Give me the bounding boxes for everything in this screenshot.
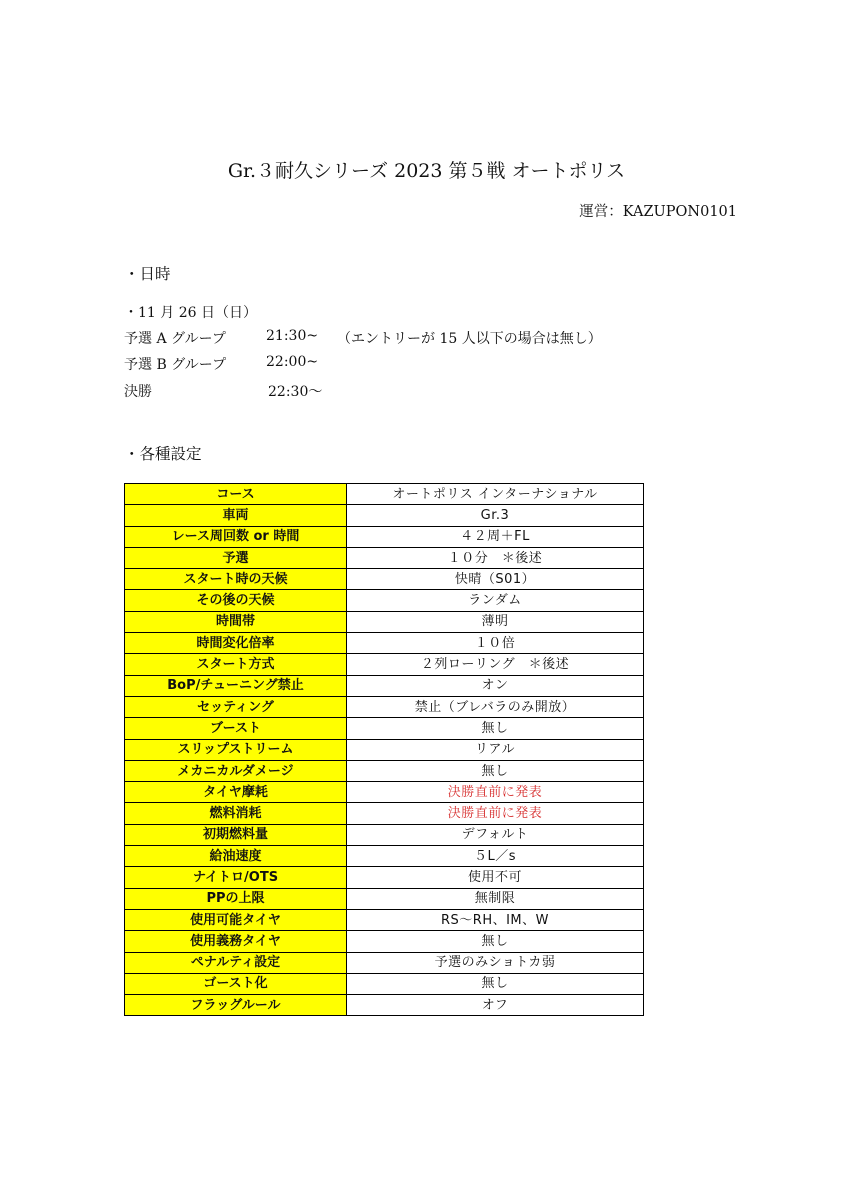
- document-title: Gr.３耐久シリーズ 2023 第５戦 オートポリス: [227, 160, 626, 182]
- setting-name: 燃料消耗: [125, 803, 347, 824]
- setting-name: ブースト: [125, 718, 347, 739]
- setting-name: スリップストリーム: [125, 739, 347, 760]
- setting-name: 給油速度: [125, 846, 347, 867]
- setting-name: 初期燃料量: [125, 824, 347, 845]
- setting-name: ペナルティ設定: [125, 952, 347, 973]
- settings-row: [125, 654, 644, 675]
- setting-value: ２列ローリング ＊後述: [347, 654, 644, 675]
- setting-name: セッティング: [125, 696, 347, 717]
- setting-value: 決勝直前に発表: [347, 803, 644, 824]
- setting-value: １０分 ＊後述: [347, 547, 644, 568]
- setting-value: RS～RH、IM、W: [347, 909, 644, 930]
- settings-table-body: [125, 484, 644, 1016]
- setting-name: 使用可能タイヤ: [125, 909, 347, 930]
- setting-value: オン: [347, 675, 644, 696]
- setting-name: ナイトロ/OTS: [125, 867, 347, 888]
- settings-row: [125, 547, 644, 568]
- settings-row: [125, 931, 644, 952]
- settings-row: [125, 909, 644, 930]
- setting-value: 決勝直前に発表: [347, 782, 644, 803]
- settings-row: [125, 675, 644, 696]
- schedule-time: 22:30～: [268, 384, 323, 400]
- setting-name: レース周回数 or 時間: [125, 526, 347, 547]
- schedule-note: （エントリーが 15 人以下の場合は無し）: [337, 331, 602, 347]
- setting-value: ランダム: [347, 590, 644, 611]
- settings-row: [125, 824, 644, 845]
- setting-name: 時間変化倍率: [125, 633, 347, 654]
- setting-value: リアル: [347, 739, 644, 760]
- settings-row: [125, 846, 644, 867]
- setting-name: フラッグルール: [125, 995, 347, 1016]
- settings-row: [125, 611, 644, 632]
- schedule-time: 22:00~: [266, 354, 319, 370]
- settings-row: [125, 718, 644, 739]
- settings-row: [125, 590, 644, 611]
- settings-row: [125, 696, 644, 717]
- setting-name: ゴースト化: [125, 973, 347, 994]
- setting-name: PPの上限: [125, 888, 347, 909]
- setting-value: 禁止（ブレバラのみ開放）: [347, 696, 644, 717]
- settings-row: [125, 739, 644, 760]
- setting-value: Gr.3: [347, 505, 644, 526]
- settings-row: [125, 995, 644, 1016]
- setting-value: 快晴（S01）: [347, 569, 644, 590]
- organizer-label: 運営：KAZUPON0101: [579, 204, 737, 220]
- schedule-label: 決勝: [124, 384, 152, 400]
- setting-name: スタート方式: [125, 654, 347, 675]
- setting-value: 無し: [347, 973, 644, 994]
- setting-value: 無し: [347, 931, 644, 952]
- settings-row: [125, 803, 644, 824]
- setting-name: 車両: [125, 505, 347, 526]
- setting-value: オフ: [347, 995, 644, 1016]
- setting-value: 無制限: [347, 888, 644, 909]
- setting-name: タイヤ摩耗: [125, 782, 347, 803]
- schedule-heading: ・日時: [124, 265, 171, 283]
- setting-name: コース: [125, 484, 347, 505]
- schedule-time: 21:30~: [266, 328, 319, 344]
- settings-row: [125, 484, 644, 505]
- setting-value: ５L／s: [347, 846, 644, 867]
- setting-value: 薄明: [347, 611, 644, 632]
- event-date: ・11 月 26 日（日）: [124, 305, 257, 321]
- setting-value: １０倍: [347, 633, 644, 654]
- settings-row: [125, 888, 644, 909]
- schedule-label: 予選 B グループ: [124, 357, 227, 373]
- settings-row: [125, 867, 644, 888]
- setting-name: メカニカルダメージ: [125, 760, 347, 781]
- setting-value: 無し: [347, 760, 644, 781]
- settings-table: [124, 483, 644, 1016]
- settings-row: [125, 760, 644, 781]
- settings-row: [125, 526, 644, 547]
- setting-name: BoP/チューニング禁止: [125, 675, 347, 696]
- setting-value: 使用不可: [347, 867, 644, 888]
- settings-row: [125, 633, 644, 654]
- settings-row: [125, 782, 644, 803]
- setting-name: その後の天候: [125, 590, 347, 611]
- setting-value: 無し: [347, 718, 644, 739]
- setting-value: オートポリス インターナショナル: [347, 484, 644, 505]
- settings-row: [125, 569, 644, 590]
- setting-name: 時間帯: [125, 611, 347, 632]
- settings-row: [125, 973, 644, 994]
- schedule-label: 予選 A グループ: [124, 331, 226, 347]
- settings-row: [125, 505, 644, 526]
- setting-value: 予選のみショトカ弱: [347, 952, 644, 973]
- setting-value: ４２周＋FL: [347, 526, 644, 547]
- settings-heading: ・各種設定: [124, 445, 202, 463]
- setting-value: デフォルト: [347, 824, 644, 845]
- settings-row: [125, 952, 644, 973]
- setting-name: 予選: [125, 547, 347, 568]
- setting-name: 使用義務タイヤ: [125, 931, 347, 952]
- setting-name: スタート時の天候: [125, 569, 347, 590]
